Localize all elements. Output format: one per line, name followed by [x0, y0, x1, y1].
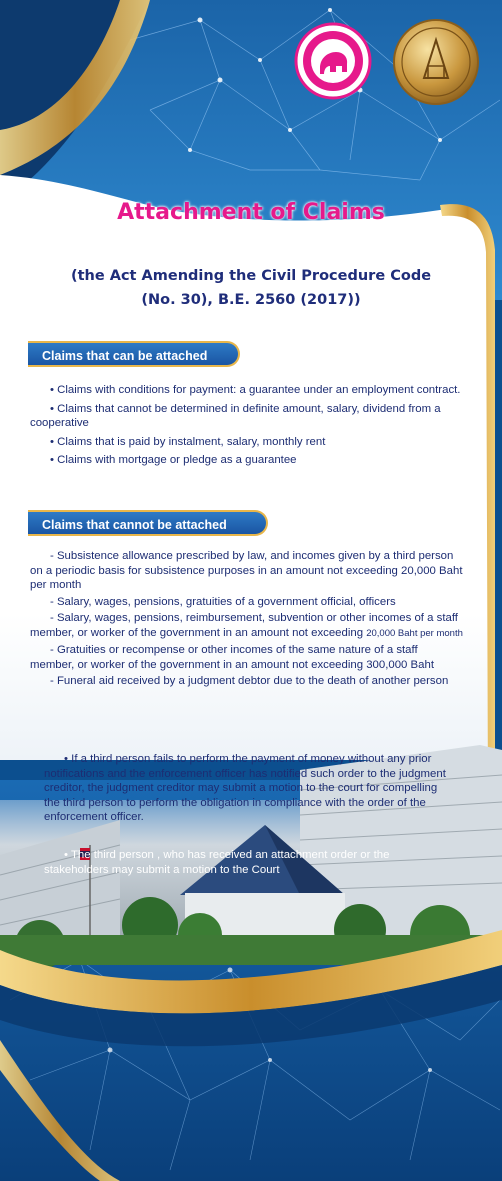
list-item: • Claims that is paid by instalment, salary, monthly rent: [50, 435, 326, 448]
section-heading-not-attachable: Claims that cannot be attached: [28, 510, 268, 536]
list-item: - Funeral aid received by a judgment debtor due to the death of another person: [50, 675, 449, 687]
note-third-person-motion: • The third person , who has received an attachment order or the stakeholders may submit a motion to the Court: [44, 849, 390, 876]
list-item: • Claims with mortgage or pledge as a guarantee: [50, 454, 297, 466]
list-item: • Claims with conditions for payment: a guarantee under an employment contract.: [50, 384, 461, 396]
list-item: - Subsistence allowance prescribed by law, and incomes given by a third person on a periodic basis for subsistence purposes in an amount not exceeding 20,000 Baht per month: [30, 550, 463, 591]
page-title: Attachment of Claims: [117, 200, 385, 225]
list-item: - Gratuities or recompense or other incomes of the same nature of a staff member, or worker of the government in an amount not exceeding 300,000 Baht: [30, 644, 434, 671]
note-third-person-fails: • If a third person fails to perform the payment of money without any prior notifications and the enforcement officer has notified such order to the judgment creditor, the judgment creditor may submit a motion to the court for compelling the third person to perform the obligation in compliance with the order of the enforcement officer.: [44, 753, 446, 823]
attachable-claims-list: [30, 383, 465, 472]
subtitle: [40, 264, 462, 312]
non-attachable-claims-list: [30, 549, 465, 691]
list-item: - Salary, wages, pensions, reimbursement, subvention or other incomes of a staff member, or worker of the government in an amount not exceeding 20,000 Baht per month: [30, 612, 463, 639]
section-heading-attachable: Claims that can be attached: [28, 341, 240, 367]
list-item: - Salary, wages, pensions, gratuities of a government official, officers: [50, 595, 396, 608]
subtitle-line-1: (the Act Amending the Civil Procedure Code: [70, 268, 432, 284]
subtitle-line-2: (No. 30), B.E. 2560 (2017)): [141, 292, 361, 308]
list-item: • Claims that cannot be determined in definite amount, salary, dividend from a cooperative: [30, 402, 441, 429]
